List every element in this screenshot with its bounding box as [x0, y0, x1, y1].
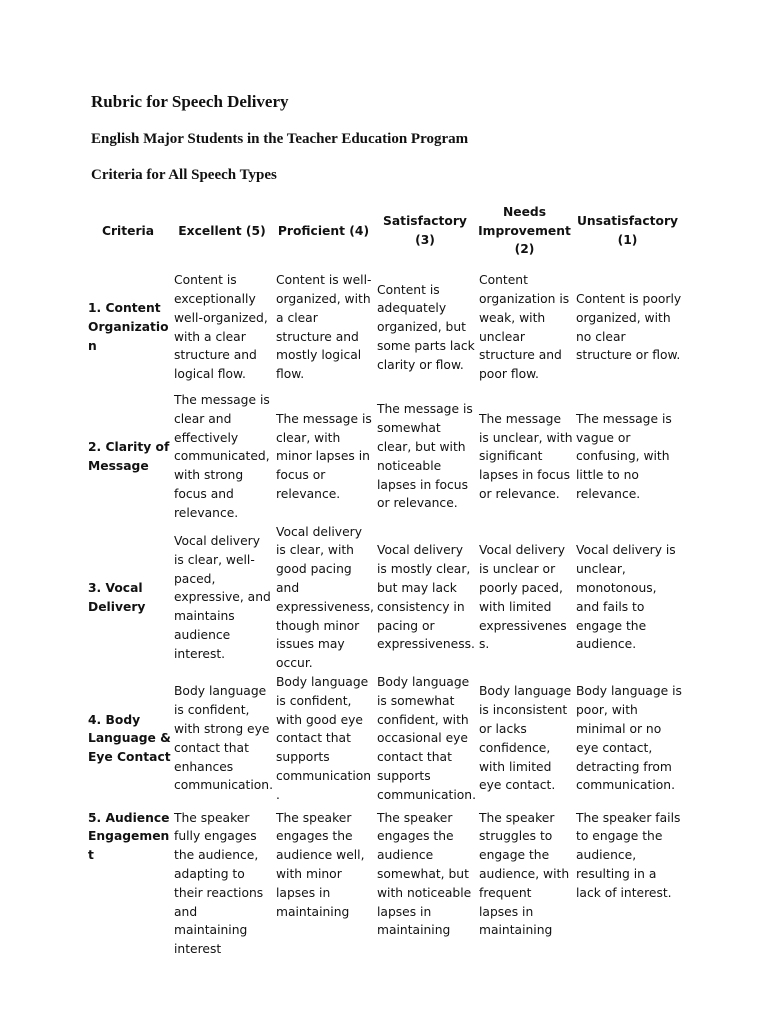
rubric-cell: The speaker engages the audience somewhat, but with noticeable lapses in maintaining: [377, 810, 472, 938]
column-header-unsatisfactory: Unsatisfactory (1): [576, 214, 679, 247]
rubric-cell: The speaker fully engages the audience, adapting to their reactions and maintaining interest: [174, 810, 264, 957]
rubric-cell: The message is vague or confusing, with little to no relevance.: [576, 411, 672, 501]
rubric-cell: Vocal delivery is clear, with good pacing and expressiveness, though minor issues may occur.: [276, 524, 374, 671]
rubric-cell: Content is adequately organized, but some parts lack clarity or flow.: [377, 282, 475, 372]
rubric-cell: Body language is confident, with strong eye contact that enhances communication.: [174, 684, 274, 793]
table-row: [85, 523, 682, 673]
document-subtitle: English Major Students in the Teacher Education Program: [91, 131, 469, 147]
rubric-cell: The speaker fails to engage the audience, resulting in a lack of interest.: [576, 810, 681, 900]
rubric-cell: Vocal delivery is unclear or poorly paced, with limited expressiveness.: [479, 543, 567, 652]
rubric-cell: The speaker struggles to engage the audience, with frequent lapses in maintaining: [479, 810, 570, 938]
rubric-cell: Body language is somewhat confident, with occasional eye contact that supports communication.: [377, 674, 477, 802]
rubric-cell: The message is clear and effectively communicated, with strong focus and relevance.: [174, 393, 270, 520]
table-row: [85, 391, 682, 523]
rubric-cell: Vocal delivery is mostly clear, but may lack consistency in pacing or expressiveness.: [377, 543, 475, 652]
criterion-cell: 1. Content Organization: [88, 301, 169, 353]
document-title: Rubric for Speech Delivery: [91, 92, 289, 111]
criterion-cell: 5. Audience Engagement: [88, 810, 170, 863]
rubric-cell: The message is somewhat clear, but with noticeable lapses in focus or relevance.: [377, 402, 473, 511]
rubric-cell: Body language is confident, with good eye contact that supports communication.: [276, 674, 372, 802]
criterion-cell: 4. Body Language & Eye Contact: [88, 712, 171, 765]
rubric-cell: Content is well-organized, with a clear structure and mostly logical flow.: [276, 273, 372, 382]
rubric-cell: The message is clear, with minor lapses in focus or relevance.: [276, 411, 372, 501]
rubric-cell: Content is poorly organized, with no clear structure or flow.: [576, 291, 682, 363]
rubric-cell: Content is exceptionally well-organized, with a clear structure and logical flow.: [174, 273, 268, 382]
column-header-criteria: Criteria: [101, 223, 155, 238]
rubric-cell: Body language is poor, with minimal or no eye contact, detracting from communication.: [576, 684, 682, 793]
column-header-proficient: Proficient (4): [277, 223, 370, 238]
table-row: [85, 264, 682, 391]
rubric-cell: Vocal delivery is unclear, monotonous, and fails to engage the audience.: [576, 543, 676, 652]
section-heading: Criteria for All Speech Types: [91, 167, 277, 183]
rubric-cell: Content organization is weak, with unclear structure and poor flow.: [479, 273, 570, 382]
table-row: [85, 805, 682, 959]
table-row: [85, 673, 682, 805]
rubric-cell: The message is unclear, with significant lapses in focus or relevance.: [479, 411, 573, 501]
criterion-cell: 2. Clarity of Message: [88, 439, 170, 473]
criterion-cell: 3. Vocal Delivery: [88, 580, 146, 614]
column-header-satisfactory: Satisfactory (3): [383, 214, 467, 247]
rubric-table: [85, 198, 682, 959]
column-header-excellent: Excellent (5): [178, 223, 266, 238]
rubric-cell: Body language is inconsistent or lacks confidence, with limited eye contact.: [479, 684, 572, 793]
header-row: [85, 198, 682, 264]
rubric-cell: Vocal delivery is clear, well-paced, expressive, and maintains audience interest.: [174, 533, 271, 661]
column-header-needs-improvement: Needs Improvement (2): [478, 204, 571, 257]
rubric-cell: The speaker engages the audience well, with minor lapses in maintaining: [276, 810, 365, 919]
